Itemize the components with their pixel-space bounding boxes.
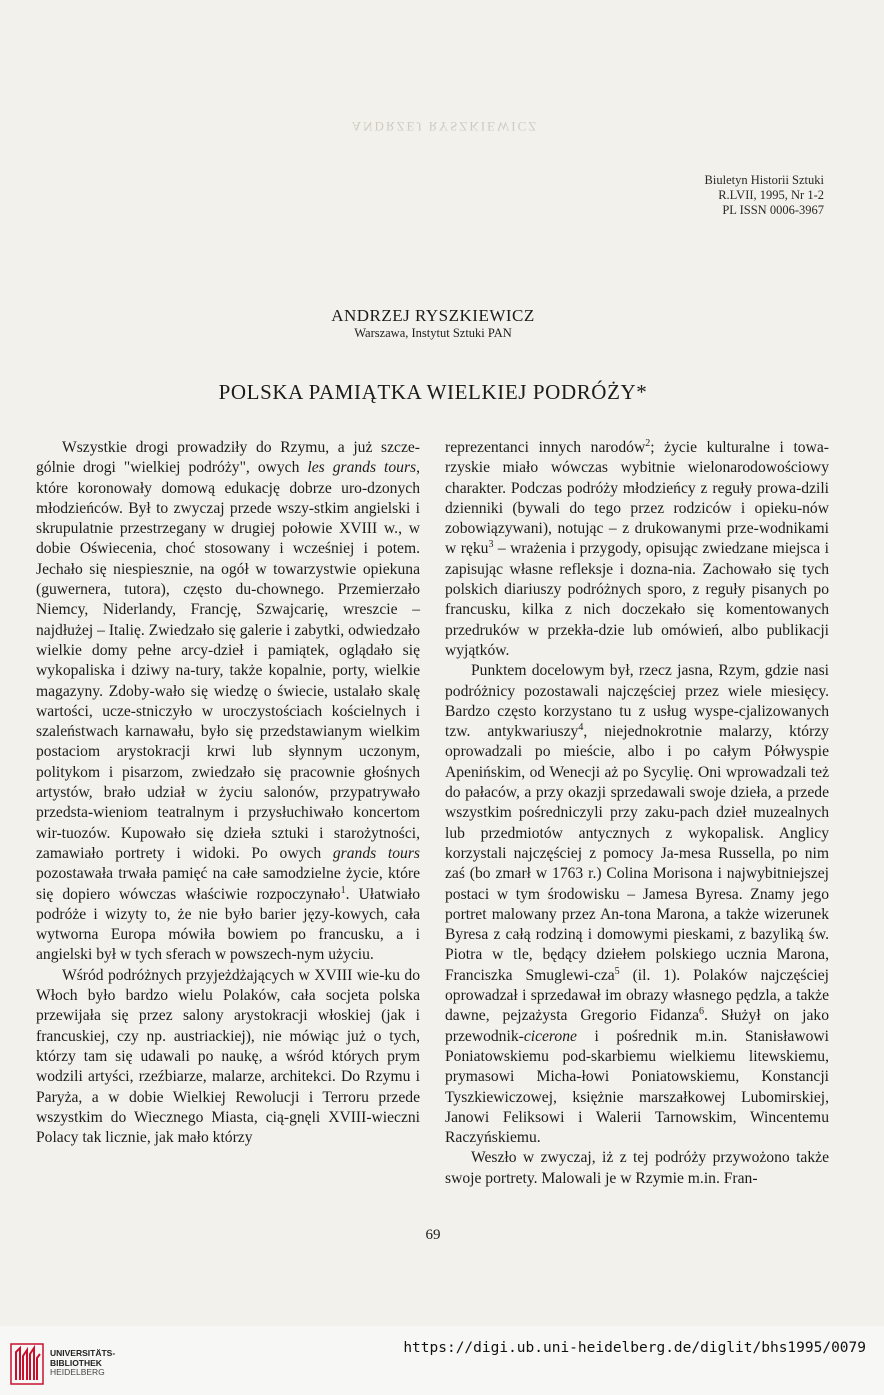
text-run: pozostawała trwała pamięć na całe samodzielne życie, które się dopiero wówczas właściwie rozpoczynało bbox=[36, 865, 420, 903]
text-run: , niejednokrotnie malarzy, którzy oprowadzali po mieście, albo i po całym Półwyspie Apenińskim, od Wenecji aż po Sycylię. Oni wprowadzali też do pałaców, a przy okazji sprzedawali swoje dzieła, a przede wszystkim pośredniczyli przy zaku-pach dzieł muzealnych lub przedmiotów antycznych z wykopalisk. Anglicy korzystali najczęściej z pomocy Ja-mesa Russella, po nim zaś (bo zmarł w 1763 r.) Colina Morisona i najwybitniejszej postaci w tym środowisku – Jamesa Byresa. Znamy jego portret malowany przez An-tona Marona, a także wizerunek Byresa z całą rodziną i domowymi pieskami, z bazyliką św. Piotra w tle, będący dziełem polskiego ucznia Marona, Franciszka Smuglewi-cza bbox=[445, 723, 829, 984]
left-column bbox=[36, 438, 420, 1148]
bleed-through-text: ANDRZEJ RYSZKIEWICZ bbox=[351, 119, 539, 134]
paragraph: Wśród podróżnych przyjeżdżających w XVIII wie-ku do Włoch było bardzo wielu Polaków, cała socjeta polska przewijała się przez salony arystokracji włoskiej (jak i francuskiej, czy np. austriackiej), nie mówiąc już o tych, którzy tam się udawali po naukę, a wśród których prym wodzili artyści, rzeźbiarze, malarze, architekci. Do Rzymu i Paryża, a w dobie Wielkiej Rewolucji i Terroru przede wszystkim do Wiecznego Miasta, cią-gnęli XVIII-wieczni Polacy tak licznie, jak mało którzy bbox=[36, 966, 420, 1147]
italic-text: cicerone bbox=[523, 1027, 577, 1045]
paragraph: Weszło w zwyczaj, iż z tej podróży przywożono także swoje portrety. Malowali je w Rzymie m.in. Fran- bbox=[445, 1149, 829, 1187]
logo-line-2: BIBLIOTHEK bbox=[50, 1357, 102, 1368]
journal-info bbox=[705, 173, 824, 218]
logo-line-1: UNIVERSITÄTS- bbox=[50, 1348, 116, 1358]
text-run: reprezentanci innych narodów bbox=[445, 439, 646, 456]
source-url-link[interactable]: https://digi.ub.uni-heidelberg.de/diglit/bhs1995/0079 bbox=[403, 1340, 866, 1356]
text-run: ; życie kulturalne i towa-rzyskie miało wówczas wybitnie wielonarodowościowy charakter. Podczas podróży młodzieńcy z reguły prowa-dzili dzienniki (bywali do tego przez rodziców i opieku-nów zobowiązywani), notując – z drukowanymi prze-wodnikami w ręku bbox=[445, 439, 829, 558]
university-library-logo-icon[interactable] bbox=[10, 1342, 44, 1386]
article-title: POLSKA PAMIĄTKA WIELKIEJ PODRÓŻY* bbox=[218, 380, 648, 404]
journal-volume: R.LVII, 1995, Nr 1-2 bbox=[718, 188, 824, 202]
journal-issn: PL ISSN 0006-3967 bbox=[722, 203, 824, 217]
text-run: Punktem docelowym był, rzecz jasna, Rzym, gdzie nasi podróżnicy pozostawali najczęściej przez wiele miesięcy. Bardzo często korzystano tu z usług wyspe-cjalizowanych tzw. antykwariuszy bbox=[445, 662, 829, 741]
author-affiliation: Warszawa, Instytut Sztuki PAN bbox=[354, 326, 512, 340]
text-run: . Służył on jako przewodnik- bbox=[445, 1007, 829, 1045]
text-run: – wrażenia i przygody, opisując zwiedzane miejsca i zapisując własne refleksje i dozna-nia. Zachowało się tych polskich diariuszy podróżnych sporo, z reguły pisanych po francusku, kilka z nich doczekało się komentowanych przedruków w przekła-dzie lub omówień, albo publikacji wyjątków. bbox=[445, 540, 829, 659]
paragraph bbox=[36, 438, 420, 966]
footnote-ref[interactable]: 4 bbox=[578, 721, 584, 733]
text-run: Wszystkie drogi prowadziły do Rzymu, a już szcze-gólnie drogi "wielkiej podróży", owych bbox=[36, 439, 420, 477]
paragraph bbox=[445, 661, 829, 1148]
footnote-ref[interactable]: 2 bbox=[645, 437, 651, 449]
text-run: i pośrednik m.in. Stanisławowi Poniatowskiemu pod-skarbiemu wielkiemu litewskiemu, prymasowi Micha-łowi Poniatowskiemu, Konstancji Tyszkiewiczowej, księżnie marszałkowej Lubomirskiej, Janowi Feliksowi i Walerii Tarnowskim, Wincentemu Raczyńskiemu. bbox=[445, 1027, 829, 1147]
text-run: . Ułatwiało podróże i wizyty to, że nie było barier języ-kowych, cała wytworna Europa mówiła bowiem po francusku, a i angielski był w tych sferach w powszech-nym użyciu. bbox=[36, 885, 420, 964]
italic-text: les grands tours bbox=[307, 459, 417, 477]
author-name: ANDRZEJ RYSZKIEWICZ bbox=[331, 306, 535, 325]
text-run: (il. 1). Polaków najczęściej oprowadzał i sprzedawał im obrazy własnego pędzla, a także dawne, pejzażysta Gregorio Fidanza bbox=[445, 966, 829, 1025]
logo-text bbox=[50, 1349, 115, 1378]
page-number: 69 bbox=[425, 1227, 441, 1243]
footnote-ref[interactable]: 3 bbox=[488, 539, 494, 551]
italic-text: grands tours bbox=[332, 844, 420, 862]
logo-line-3: HEIDELBERG bbox=[50, 1367, 105, 1377]
footer-bar bbox=[0, 1326, 884, 1395]
footnote-ref[interactable]: 1 bbox=[340, 884, 346, 896]
paragraph bbox=[445, 438, 829, 661]
footnote-ref[interactable]: 5 bbox=[614, 965, 620, 977]
footnote-ref[interactable]: 6 bbox=[699, 1006, 704, 1018]
journal-name: Biuletyn Historii Sztuki bbox=[704, 173, 824, 187]
right-column bbox=[445, 438, 829, 1189]
text-run: , które koronowały domową edukację dobrze uro-dzonych młodzieńców. Był to zwyczaj przede wszy-stkim angielski i skrupulatnie przestrzegany w drugiej połowie XVIII w., w dobie Oświecenia, choć stosowany i wcześniej i potem. Jechało się niespiesznie, na ogół w towarzystwie opiekuna (guwernera, tutora), często du-chownego. Przemierzało Niemcy, Niderlandy, Francję, Szwajcarię, wreszcie – najdłużej – Italię. Zwiedzało się galerie i zabytki, odwiedzało wielkie domy pełne arcy-dzieł i pamiątek, oglądało się wykopaliska i dziwy na-tury, także kopalnie, porty, wielkie magazyny. Zdoby-wało się wiedzę o świecie, ustalało skalę wartości, ucze-stniczyło w uroczystościach kościelnych i szaleństwach karnawału, było się przedstawianym wielkim postaciom arystokracji krwi lub słynnym uczonym, politykom i pisarzom, zwiedzało się pracownie głośnych artystów, brało udział w życiu salonów, przypatrywało przedsta-wieniom teatralnym i przysłuchiwało koncertom wir-tuozów. Kupowało się dzieła sztuki i starożytności, zamawiało portrety i widoki. Po owych bbox=[36, 459, 420, 862]
